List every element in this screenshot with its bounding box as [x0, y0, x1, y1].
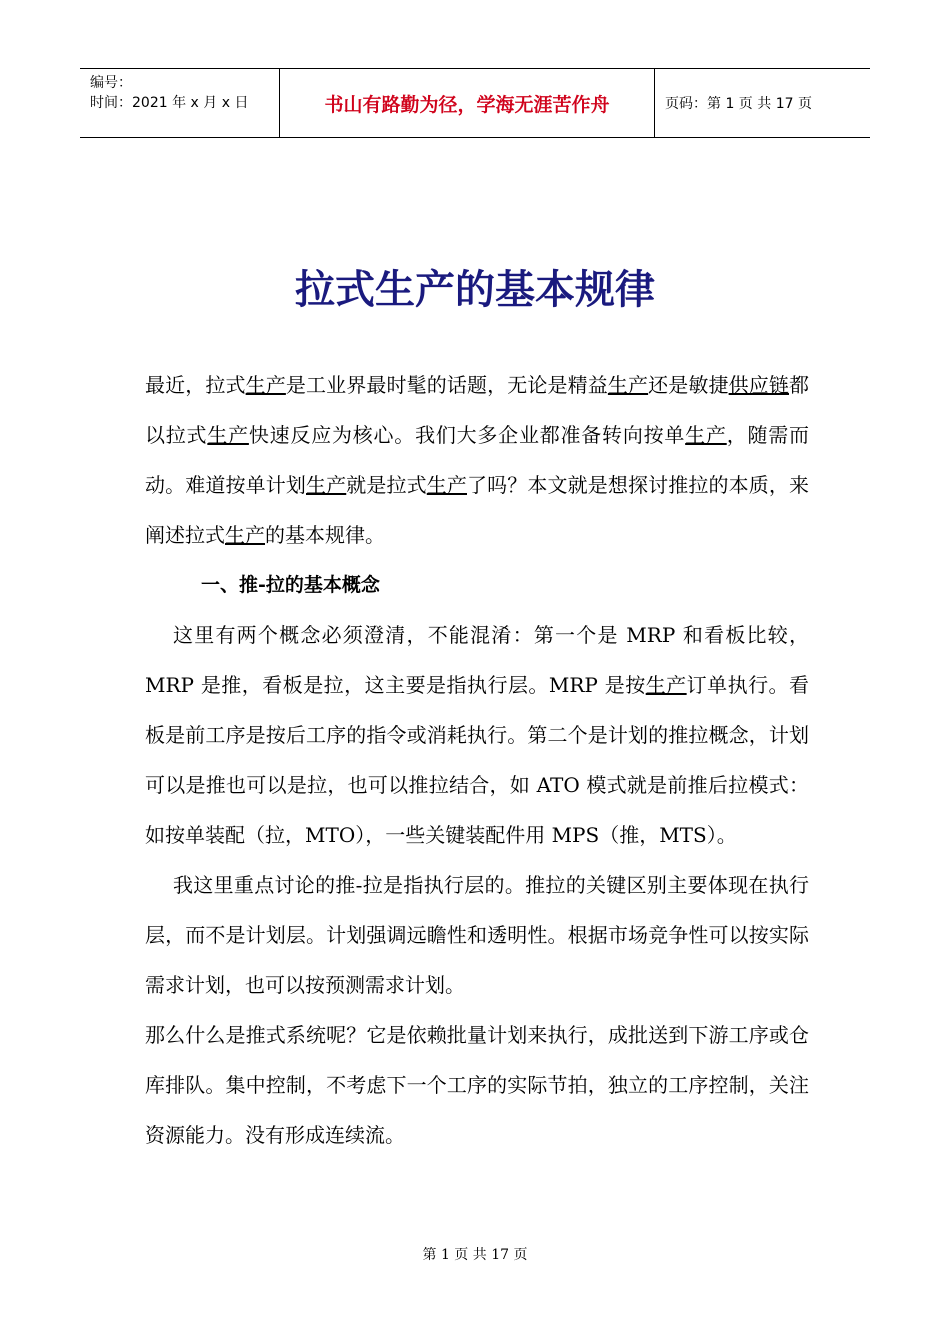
- text-segment: 就是拉式: [346, 473, 427, 497]
- linked-term: 生产: [207, 423, 249, 447]
- document-body: [145, 360, 809, 1160]
- paragraph-push-system: 那么什么是推式系统呢？它是依赖批量计划来执行，成批送到下游工序或仓库排队。集中控制，不考虑下一个工序的实际节拍，独立的工序控制，关注资源能力。没有形成连续流。: [145, 1023, 809, 1147]
- linked-term: 生产: [306, 473, 347, 497]
- linked-term: 生产: [426, 473, 467, 497]
- paragraph-concepts: [145, 610, 809, 860]
- text-segment: 的基本规律。: [265, 523, 385, 547]
- paragraph-execution-layer: 我这里重点讨论的推-拉是指执行层的。推拉的关键区别主要体现在执行层，而不是计划层。计划强调远瞻性和透明性。根据市场竞争性可以按实际需求计划，也可以按预测需求计划。: [145, 873, 809, 997]
- text-segment: 还是敏捷: [648, 373, 729, 397]
- linked-term: 生产: [245, 373, 286, 397]
- text-segment: 最近，拉式: [145, 373, 246, 397]
- linked-term: 生产: [607, 373, 649, 397]
- linked-term: 生产: [225, 523, 265, 547]
- paragraph-intro: [145, 360, 809, 560]
- text-segment: 了吗？本文就是想探讨推拉的本质，来阐述拉式: [145, 473, 809, 547]
- document-title: 拉式生产的基本规律: [295, 266, 655, 313]
- header-meta: [80, 69, 280, 137]
- page-header: [80, 68, 870, 138]
- linked-term: 生产: [685, 423, 727, 447]
- linked-term: 生产: [645, 673, 687, 697]
- header-motto: 书山有路勤为径，学海无涯苦作舟: [280, 69, 655, 137]
- number-label: 编号：: [90, 75, 132, 91]
- time-label: 时间：2021 年 x 月 x 日: [90, 95, 249, 111]
- text-segment: 快速反应为核心。我们大多企业都准备转向按单: [248, 423, 686, 447]
- text-segment: 是工业界最时髦的话题，无论是精益: [285, 373, 608, 397]
- text-segment: 订单执行。看板是前工序是按后工序的指令或消耗执行。第二个是计划的推拉概念，计划可以是推也可以是拉，也可以推拉结合，如 ATO 模式就是前推后拉模式：如按单装配（拉，MTO），一些关键装配件用 MPS（推，MTS）。: [145, 673, 810, 847]
- section-heading: 一、推-拉的基本概念: [201, 574, 380, 596]
- text-segment: 都以拉式: [145, 373, 809, 447]
- header-page-info: 页码：第 1 页 共 17 页: [665, 96, 812, 112]
- page-footer: 第 1 页 共 17 页: [422, 1247, 528, 1263]
- text-segment: ，随需而动。难道按单计划: [145, 423, 810, 497]
- linked-term: 供应链: [728, 373, 789, 397]
- text-segment: 这里有两个概念必须澄清，不能混淆：第一个是 MRP 和看板比较，MRP 是推，看板是拉，这主要是指执行层。MRP 是按: [145, 623, 809, 697]
